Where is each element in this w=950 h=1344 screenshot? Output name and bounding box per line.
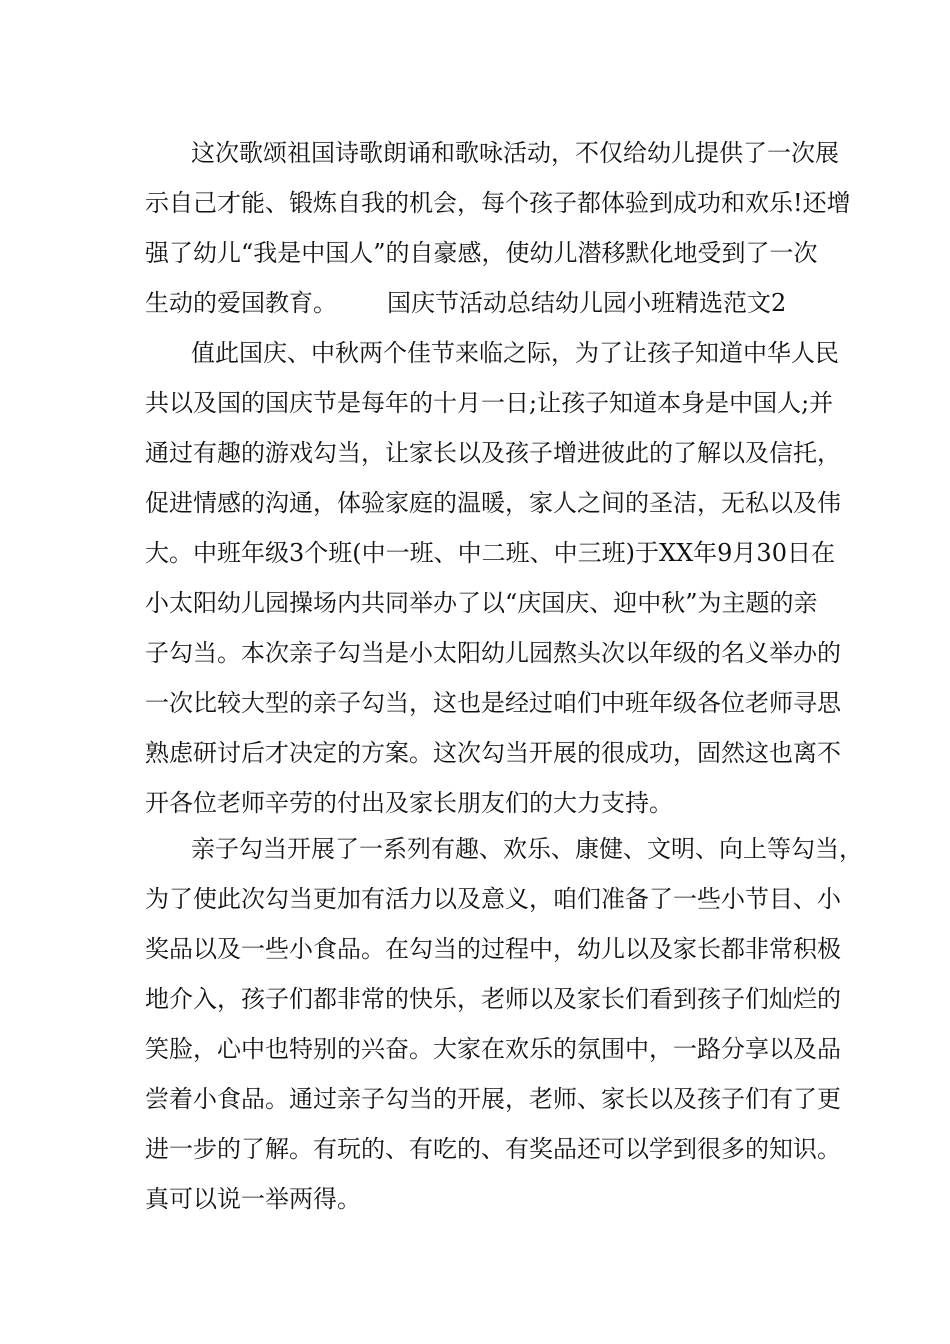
paragraph-line: 示自己才能、锻炼自我的机会，每个孩子都体验到成功和欢乐!还增 — [145, 189, 851, 217]
paragraph-line: 真可以说一举两得。 — [145, 1185, 361, 1213]
paragraph-line: 尝着小食品。通过亲子勾当的开展，老师、家长以及孩子们有了更 — [145, 1085, 841, 1113]
paragraph-line: 熟虑研讨后才决定的方案。这次勾当开展的很成功，固然这也离不 — [145, 739, 841, 767]
paragraph-line: 通过有趣的游戏勾当，让家长以及孩子增进彼此的了解以及信托， — [145, 439, 841, 467]
paragraph-line: 强了幼儿“我是中国人”的自豪感，使幼儿潜移默化地受到了一次 — [145, 239, 818, 267]
paragraph-line: 促进情感的沟通，体验家庭的温暖，家人之间的圣洁，无私以及伟 — [145, 489, 841, 517]
paragraph-line: 生动的爱国教育。 — [145, 289, 337, 317]
paragraph-line: 值此国庆、中秋两个佳节来临之际，为了让孩子知道中华人民 — [191, 339, 839, 367]
paragraph-line: 大。中班年级3个班(中一班、中二班、中三班)于XX年9月30日在 — [145, 539, 835, 567]
paragraph-patriotic-activity — [145, 128, 851, 328]
paragraph-line: 奖品以及一些小食品。在勾当的过程中，幼儿以及家长都非常积极 — [145, 935, 841, 963]
paragraph-line: 进一步的了解。有玩的、有吃的、有奖品还可以学到很多的知识。 — [145, 1135, 841, 1163]
paragraph-line: 共以及国的国庆节是每年的十月一日;让孩子知道本身是中国人;并 — [145, 389, 834, 417]
paragraph-line: 为了使此次勾当更加有活力以及意义，咱们准备了一些小节目、小 — [145, 885, 841, 913]
paragraph-parent-child-activity — [145, 824, 863, 1224]
paragraph-line: 子勾当。本次亲子勾当是小太阳幼儿园熬头次以年级的名义举办的 — [145, 639, 841, 667]
paragraph-line: 开各位老师辛劳的付出及家长朋友们的大力支持。 — [145, 789, 673, 817]
paragraph-line: 小太阳幼儿园操场内共同举办了以“庆国庆、迎中秋”为主题的亲 — [145, 589, 818, 617]
paragraph-line: 地介入，孩子们都非常的快乐，老师以及家长们看到孩子们灿烂的 — [145, 985, 841, 1013]
paragraph-line: 一次比较大型的亲子勾当，这也是经过咱们中班年级各位老师寻思 — [145, 689, 841, 717]
section-title: 国庆节活动总结幼儿园小班精选范文2 — [387, 289, 787, 317]
paragraph-line-with-title — [145, 278, 825, 328]
paragraph-line: 这次歌颂祖国诗歌朗诵和歌咏活动，不仅给幼儿提供了一次展 — [191, 139, 839, 167]
paragraph-line: 亲子勾当开展了一系列有趣、欢乐、康健、文明、向上等勾当， — [191, 835, 863, 863]
paragraph-national-day-event — [145, 328, 841, 828]
paragraph-line: 笑脸，心中也特别的兴奋。大家在欢乐的氛围中，一路分享以及品 — [145, 1035, 841, 1063]
